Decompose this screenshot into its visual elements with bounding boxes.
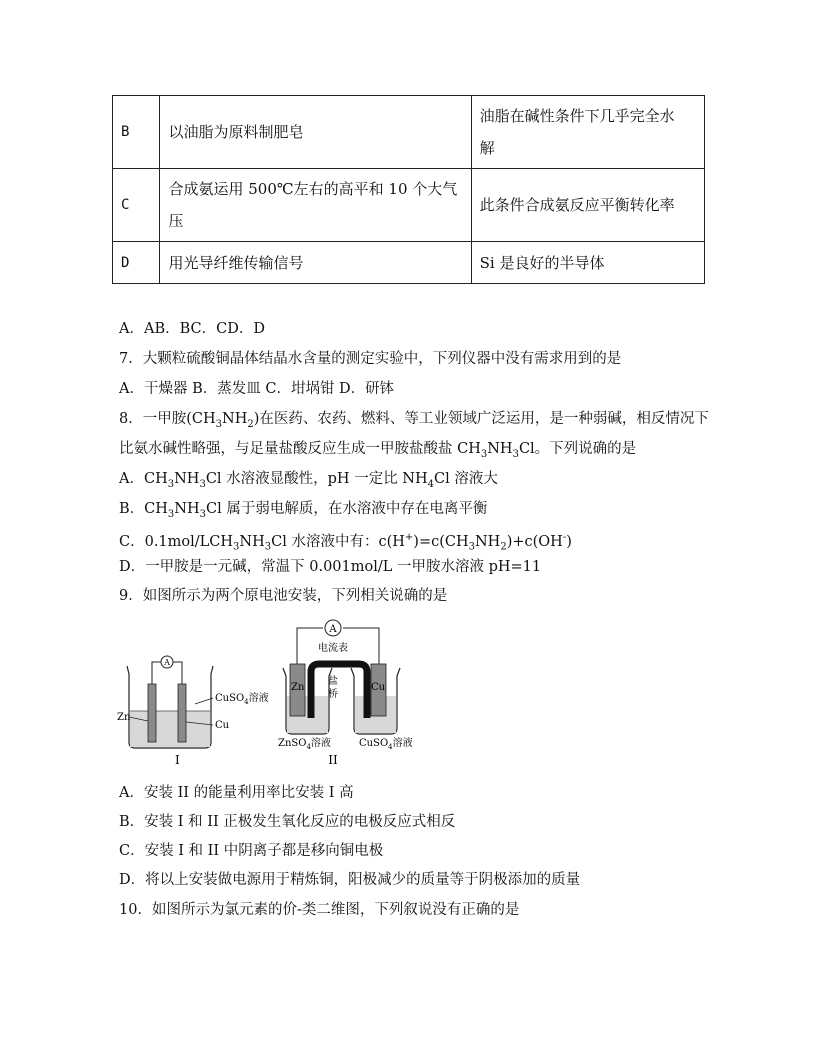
solution-fill [130, 711, 210, 747]
cu-label: Cu [371, 682, 386, 693]
ammeter-label: 电流表 [318, 643, 348, 654]
table-row [113, 96, 705, 169]
question-9-option-a: A．安装 II 的能量利用率比安装 I 高 [119, 785, 354, 801]
cu-label: Cu [215, 720, 230, 731]
meter-label: A [164, 658, 170, 667]
galvanic-cells-diagram [115, 616, 425, 766]
cu-electrode [178, 684, 186, 742]
question-9-option-d: D．将以上安装做电源用于精炼铜，阳极减少的质量等于阴极添加的质量 [119, 872, 581, 888]
question-9-option-b: B．安装 I 和 II 正极发生氧化反应的电极反应式相反 [119, 814, 456, 830]
cell-2 [278, 620, 413, 766]
question-8-option-b: B．$CH_3NH_3Cl$ 属于弱电解质，在水溶液中存在电离平衡 [119, 501, 488, 520]
options-table [112, 95, 705, 284]
row-explanation: Si 是良好的半导体 [471, 242, 704, 284]
bridge-label-2: 桥 [328, 689, 338, 700]
question-7: 7．大颗粒硫酸铜晶体结晶水含量的测定实验中，下列仪器中没有需求用到的是 [119, 351, 622, 367]
row-letter: C [113, 169, 160, 242]
row-operation: 以油脂为原料制肥皂 [160, 96, 471, 169]
row-explanation: 此条件合成氨反应平衡转化率 [471, 169, 704, 242]
q6-answer-options: A．AB．BC．CD．D [119, 321, 265, 337]
left-solution-label: ZnSO$_4$溶液 [278, 738, 331, 751]
question-8-option-d: D．一甲胺是一元碱，常温下 0.001mol/L 一甲胺水溶液 pH=11 [119, 559, 542, 575]
question-8: 8．一甲胺$(CH_3NH_2)$在医药、农药、燃料、等工业领域广泛运用，是一种弱碱，相反情况下 [119, 411, 709, 430]
table-row [113, 242, 705, 284]
question-9-option-c: C．安装 I 和 II 中阴离子都是移向铜电极 [119, 843, 384, 859]
row-letter: D [113, 242, 160, 284]
bridge-label-1: 盐 [328, 676, 338, 687]
meter-symbol: A [329, 624, 337, 635]
cell-1 [117, 656, 269, 766]
row-letter: B [113, 96, 160, 169]
question-8-option-a: A．$CH_3NH_3Cl$ 水溶液显酸性，pH 一定比 $NH_4Cl$ 溶液大 [119, 471, 498, 490]
question-8-option-c: C．$0.1mol/LCH_3NH_3Cl$ 水溶液中有：$c(H^+)=c(CH_3NH_2)+c(OH^-)$ [119, 532, 572, 553]
table-row [113, 169, 705, 242]
question-10: 10．如图所示为氯元素的价-类二维图，下列叙说没有正确的是 [119, 902, 520, 918]
zn-label: Zn [117, 712, 131, 723]
zn-electrode [148, 684, 156, 742]
row-explanation: 油脂在碱性条件下几乎完全水 解 [471, 96, 704, 169]
right-solution-label: CuSO$_4$溶液 [359, 738, 413, 751]
question-7-options: A．干燥器 B．蒸发皿 C．坩埚钳 D．研钵 [119, 381, 395, 397]
cell-2-caption: II [328, 753, 338, 766]
question-9: 9．如图所示为两个原电池安装，下列相关说确的是 [119, 588, 448, 604]
row-operation: 用光导纤维传输信号 [160, 242, 471, 284]
solution-label: CuSO$_4$溶液 [215, 693, 269, 706]
zn-label: Zn [291, 682, 305, 693]
cell-1-caption: I [175, 753, 180, 766]
row-operation: 合成氨运用 500℃左右的高平和 10 个大气 压 [160, 169, 471, 242]
question-8-line-2: 比氨水碱性略强，与足量盐酸反应生成一甲胺盐酸盐 $CH_3NH_3Cl$。下列说确的是 [119, 441, 637, 460]
